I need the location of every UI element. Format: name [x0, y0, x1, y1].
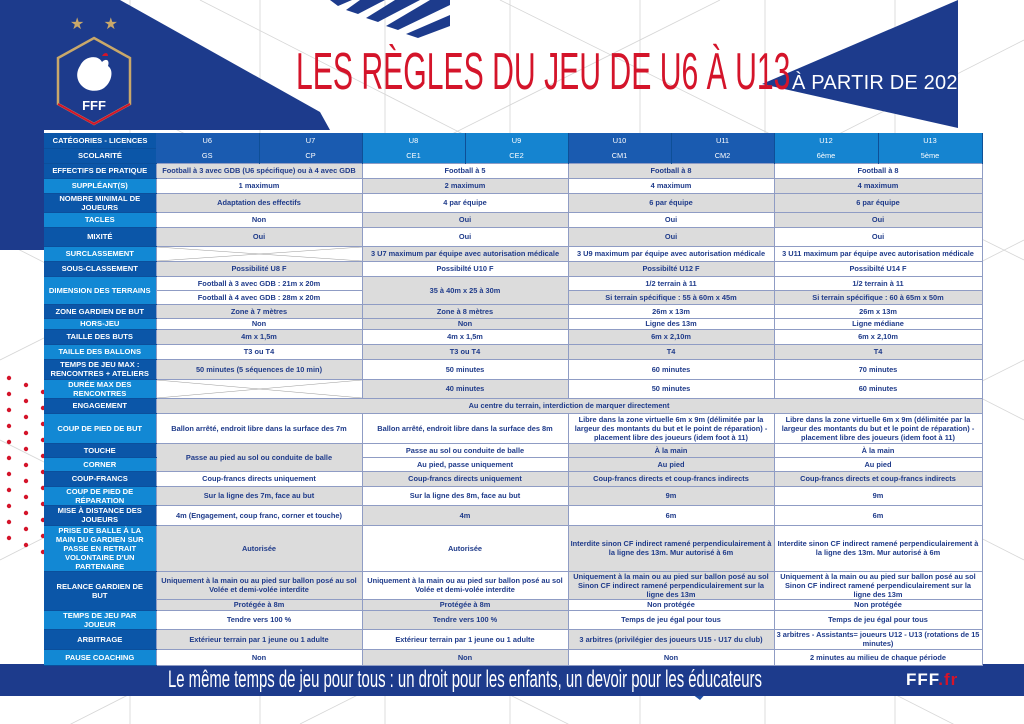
table-row [44, 599, 982, 610]
table-cell: 40 minutes [362, 379, 568, 398]
cross-out-icon [157, 247, 362, 261]
table-cell: T3 ou T4 [362, 344, 568, 359]
table-cell: Autorisée [362, 525, 568, 571]
table-cell: Sur la ligne des 8m, face au but [362, 486, 568, 505]
table-cell: Possibilté U12 F [568, 261, 774, 276]
row-label: SCOLARITÉ [44, 148, 156, 163]
row-label: SUPPLÉANT(S) [44, 178, 156, 193]
table-cell: Extérieur terrain par 1 jeune ou 1 adulte [156, 629, 362, 649]
schooling-header: GS [156, 148, 259, 163]
row-label: TOUCHE [44, 443, 156, 457]
table-row [44, 212, 982, 227]
row-label: CATÉGORIES - LICENCES [44, 133, 156, 148]
site-name: FFF [906, 670, 939, 689]
table-row [44, 379, 982, 398]
table-cell: Uniquement à la main ou au pied sur ballon posé au sol Sinon CF indirect ramené perpendiculairement sur la ligne des 13m [568, 571, 774, 599]
table-cell: Protégée à 8m [156, 599, 362, 610]
row-label: COUP-FRANCS [44, 471, 156, 486]
table-cell: Football à 3 avec GDB (U6 spécifique) ou à 4 avec GDB [156, 163, 362, 178]
table-cell: Non [568, 649, 774, 665]
row-label: ENGAGEMENT [44, 398, 156, 413]
table-cell: 3 U11 maximum par équipe avec autorisation médicale [774, 246, 982, 261]
category-header: U9 [465, 133, 568, 148]
table-row [44, 610, 982, 629]
table-cell: 6 par équipe [568, 193, 774, 212]
table-cell: Oui [774, 212, 982, 227]
table-cell: Adaptation des effectifs [156, 193, 362, 212]
table-cell: Passe au pied au sol ou conduite de balle [156, 443, 362, 471]
table-cell: Uniquement à la main ou au pied sur ballon posé au sol Volée et demi-volée interdite [362, 571, 568, 599]
table-cell: Non [156, 318, 362, 329]
table-cell: Si terrain spécifique : 60 à 65m x 50m [774, 290, 982, 304]
table-row [44, 471, 982, 486]
table-cell: 1 maximum [156, 178, 362, 193]
table-row [44, 304, 982, 318]
table-cell: Passe au sol ou conduite de balle [362, 443, 568, 457]
table-row [44, 329, 982, 344]
category-header: U6 [156, 133, 259, 148]
table-row [44, 413, 982, 443]
table-cell: 6m x 2,10m [774, 329, 982, 344]
table-row [44, 505, 982, 525]
row-label: RELANCE GARDIEN DE BUT [44, 571, 156, 610]
category-header: U10 [568, 133, 671, 148]
table-row [44, 629, 982, 649]
table-cell: Protégée à 8m [362, 599, 568, 610]
table-cell: Non [156, 212, 362, 227]
table-cell: À la main [774, 443, 982, 457]
table-cell: 6 par équipe [774, 193, 982, 212]
table-cell: Coup-francs directs et coup-francs indirects [774, 471, 982, 486]
table-cell: 9m [774, 486, 982, 505]
table-row [44, 276, 982, 290]
table-cell: 6m x 2,10m [568, 329, 774, 344]
table-cell: 50 minutes [362, 359, 568, 379]
table-row [44, 163, 982, 178]
table-row [44, 227, 982, 246]
row-label: EFFECTIFS DE PRATIQUE [44, 163, 156, 178]
row-label: PAUSE COACHING [44, 649, 156, 665]
table-cell: Libre dans la zone virtuelle 6m x 9m (délimitée par la largeur des montants du but et le point de réparation) - placement libre des joueurs (idem foot à 11) [568, 413, 774, 443]
table-cell: Oui [568, 212, 774, 227]
table-cell: Autorisée [156, 525, 362, 571]
table-cell: Football à 8 [568, 163, 774, 178]
table-row [44, 443, 982, 457]
not-applicable-cell [156, 246, 362, 261]
table-cell: Interdite sinon CF indirect ramené perpendiculairement à la ligne des 13m. Mur autorisé à 6m [774, 525, 982, 571]
table-row [44, 318, 982, 329]
table-cell: Football à 5 [362, 163, 568, 178]
table-cell: Possibilité U8 F [156, 261, 362, 276]
svg-text:FFF: FFF [82, 98, 106, 113]
not-applicable-cell [156, 379, 362, 398]
table-cell: 26m x 13m [568, 304, 774, 318]
rooster-badge-icon [54, 36, 134, 126]
table-cell: Au pied [774, 457, 982, 471]
table-cell: Possibilté U14 F [774, 261, 982, 276]
table-cell: Tendre vers 100 % [156, 610, 362, 629]
table-cell: Libre dans la zone virtuelle 6m x 9m (délimitée par la largeur des montants du but et le point de réparation) - placement libre des joueurs (idem foot à 11) [774, 413, 982, 443]
category-header: U7 [259, 133, 362, 148]
table-cell: 50 minutes [568, 379, 774, 398]
table-cell: 3 U7 maximum par équipe avec autorisation médicale [362, 246, 568, 261]
table-row [44, 525, 982, 571]
schooling-header: 5ème [878, 148, 982, 163]
table-row [44, 246, 982, 261]
table-cell: Uniquement à la main ou au pied sur ballon posé au sol Volée et demi-volée interdite [156, 571, 362, 599]
schooling-header: CM2 [671, 148, 774, 163]
table-cell: Zone à 7 mètres [156, 304, 362, 318]
table-cell: Non protégée [568, 599, 774, 610]
table-cell: Coup-francs directs uniquement [362, 471, 568, 486]
table-cell: T4 [774, 344, 982, 359]
table-cell: Oui [362, 227, 568, 246]
table-row [44, 178, 982, 193]
table-cell: Football à 3 avec GDB : 21m x 20m [156, 276, 362, 290]
table-cell: Ballon arrêté, endroit libre dans la surface des 8m [362, 413, 568, 443]
schooling-header: 6ème [774, 148, 878, 163]
category-header: U13 [878, 133, 982, 148]
table-cell: Interdite sinon CF indirect ramené perpendiculairement à la ligne des 13m. Mur autorisé à 6m [568, 525, 774, 571]
table-cell: Si terrain spécifique : 55 à 60m x 45m [568, 290, 774, 304]
footer-site-logo [906, 670, 958, 690]
category-header: U11 [671, 133, 774, 148]
table-row [44, 486, 982, 505]
row-label: TEMPS DE JEU MAX : RENCONTRES + ATELIERS [44, 359, 156, 379]
table-cell: Sur la ligne des 7m, face au but [156, 486, 362, 505]
row-label: PRISE DE BALLE À LA MAIN DU GARDIEN SUR PASSE EN RETRAIT VOLONTAIRE D'UN PARTENAIRE [44, 525, 156, 571]
table-cell: Tendre vers 100 % [362, 610, 568, 629]
rules-table [44, 133, 982, 666]
table-cell: T4 [568, 344, 774, 359]
table-row [44, 649, 982, 665]
cross-out-icon [157, 380, 362, 398]
row-label: TEMPS DE JEU PAR JOUEUR [44, 610, 156, 629]
table-cell: 26m x 13m [774, 304, 982, 318]
table-cell: 4m [362, 505, 568, 525]
table-cell: Oui [568, 227, 774, 246]
table-cell: Coup-francs directs et coup-francs indirects [568, 471, 774, 486]
table-row [44, 344, 982, 359]
fff-logo [54, 14, 134, 126]
row-label: MISE À DISTANCE DES JOUEURS [44, 505, 156, 525]
table-cell: Temps de jeu égal pour tous [568, 610, 774, 629]
schooling-header: CP [259, 148, 362, 163]
row-label: ZONE GARDIEN DE BUT [44, 304, 156, 318]
row-label: DURÉE MAX DES RENCONTRES [44, 379, 156, 398]
table-cell: Oui [156, 227, 362, 246]
table-cell: Au pied [568, 457, 774, 471]
table-row [44, 571, 982, 599]
table-cell: Extérieur terrain par 1 jeune ou 1 adulte [362, 629, 568, 649]
table-cell: Football à 8 [774, 163, 982, 178]
table-cell: 60 minutes [568, 359, 774, 379]
table-cell: Non [362, 318, 568, 329]
table-cell: 4m x 1,5m [362, 329, 568, 344]
row-label: TAILLE DES BALLONS [44, 344, 156, 359]
table-cell: Oui [362, 212, 568, 227]
row-label: HORS-JEU [44, 318, 156, 329]
row-label: SOUS-CLASSEMENT [44, 261, 156, 276]
table-cell: Au pied, passe uniquement [362, 457, 568, 471]
category-header: U8 [362, 133, 465, 148]
table-cell: 1/2 terrain à 11 [774, 276, 982, 290]
table-cell: 4 maximum [568, 178, 774, 193]
table-cell: Ligne des 13m [568, 318, 774, 329]
table-cell: 4 maximum [774, 178, 982, 193]
table-cell: 4m (Engagement, coup franc, corner et touche) [156, 505, 362, 525]
row-label: ARBITRAGE [44, 629, 156, 649]
page-subtitle: À PARTIR DE 2022 [792, 72, 969, 94]
table-cell: 1/2 terrain à 11 [568, 276, 774, 290]
red-dots-decoration [0, 370, 46, 570]
row-label: TAILLE DES BUTS [44, 329, 156, 344]
row-label: NOMBRE MINIMAL DE JOUEURS [44, 193, 156, 212]
row-label: COUP DE PIED DE RÉPARATION [44, 486, 156, 505]
row-label: MIXITÉ [44, 227, 156, 246]
table-cell: 35 à 40m x 25 à 30m [362, 276, 568, 304]
table-row-schooling [44, 148, 982, 163]
footer-slogan: Le même temps de jeu pour tous : un droit pour les enfants, un devoir pour les éducateurs [168, 666, 762, 693]
table-cell: Football à 4 avec GDB : 28m x 20m [156, 290, 362, 304]
table-cell: 2 minutes au milieu de chaque période [774, 649, 982, 665]
table-cell: 2 maximum [362, 178, 568, 193]
table-cell: 3 arbitres - Assistants= joueurs U12 - U13 (rotations de 15 minutes) [774, 629, 982, 649]
table-cell: Possibilté U10 F [362, 261, 568, 276]
row-label: COUP DE PIED DE BUT [44, 413, 156, 443]
table-cell: 6m [774, 505, 982, 525]
table-cell: Non protégée [774, 599, 982, 610]
table-row [44, 359, 982, 379]
page-title: LES RÈGLES DU JEU DE U6 À U13 [296, 43, 791, 101]
table-cell: 3 arbitres (privilégier des joueurs U15 - U17 du club) [568, 629, 774, 649]
table-cell: Ligne médiane [774, 318, 982, 329]
table-cell: 70 minutes [774, 359, 982, 379]
table-cell: 3 U9 maximum par équipe avec autorisation médicale [568, 246, 774, 261]
table-cell: Temps de jeu égal pour tous [774, 610, 982, 629]
table-cell: 6m [568, 505, 774, 525]
table-row [44, 398, 982, 413]
table-row [44, 193, 982, 212]
schooling-header: CE2 [465, 148, 568, 163]
stars-icon: ★ ★ [70, 16, 118, 33]
category-header: U12 [774, 133, 878, 148]
table-cell: 4m x 1,5m [156, 329, 362, 344]
table-cell: 50 minutes (5 séquences de 10 min) [156, 359, 362, 379]
table-cell: Uniquement à la main ou au pied sur ballon posé au sol Sinon CF indirect ramené perpendiculairement sur la ligne des 13m [774, 571, 982, 599]
table-row [44, 261, 982, 276]
table-cell: Au centre du terrain, interdiction de marquer directement [156, 398, 982, 413]
table-cell: Coup-francs directs uniquement [156, 471, 362, 486]
table-row-categories [44, 133, 982, 148]
table-cell: À la main [568, 443, 774, 457]
schooling-header: CM1 [568, 148, 671, 163]
table-cell: 60 minutes [774, 379, 982, 398]
schooling-header: CE1 [362, 148, 465, 163]
table-cell: 9m [568, 486, 774, 505]
row-label: SURCLASSEMENT [44, 246, 156, 261]
table-cell: Non [362, 649, 568, 665]
table-cell: Non [156, 649, 362, 665]
table-cell: Ballon arrêté, endroit libre dans la surface des 7m [156, 413, 362, 443]
row-label: TACLES [44, 212, 156, 227]
table-cell: Zone à 8 mètres [362, 304, 568, 318]
table-cell: 4 par équipe [362, 193, 568, 212]
row-label: CORNER [44, 457, 156, 471]
row-label: DIMENSION DES TERRAINS [44, 276, 156, 304]
table-cell: T3 ou T4 [156, 344, 362, 359]
site-tld: .fr [938, 670, 959, 689]
table-cell: Oui [774, 227, 982, 246]
